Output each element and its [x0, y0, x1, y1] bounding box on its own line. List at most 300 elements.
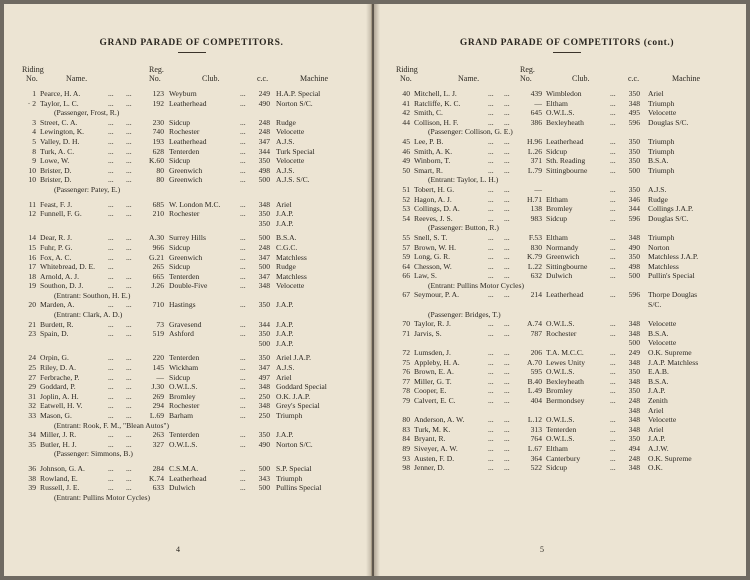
riding-number: 93 [402, 453, 410, 463]
reg-number: 210 [152, 209, 164, 219]
riding-number: 5 [32, 136, 36, 146]
leader-dots: ... [108, 98, 114, 108]
reg-number: J.30 [151, 382, 164, 392]
engine-cc: 348 [628, 319, 640, 329]
competitor-name: Burdett, R. [40, 319, 74, 329]
riding-number: · 2 [27, 98, 36, 108]
machine-name: Matchless J.A.P. [648, 252, 699, 262]
header-machine: Machine [672, 74, 700, 83]
reg-number: L.79 [527, 165, 542, 175]
riding-number: 39 [28, 483, 36, 493]
leader-dots: ... [240, 252, 246, 262]
reg-number: G.21 [149, 252, 164, 262]
riding-number: 29 [28, 382, 36, 392]
riding-number: 84 [402, 434, 410, 444]
engine-cc: 350 [628, 146, 640, 156]
leader-dots: ... [108, 372, 114, 382]
riding-number: 46 [402, 146, 410, 156]
leader-dots: ... [488, 261, 494, 271]
reg-number: — [156, 372, 164, 382]
competitor-name: Smart, R. [414, 165, 443, 175]
reg-number: L.26 [527, 146, 542, 156]
engine-cc: 248 [628, 453, 640, 463]
column-headers [396, 65, 738, 89]
leader-dots: ... [108, 411, 114, 420]
competitor-name: Smith, C. [414, 108, 443, 118]
riding-number: 67 [402, 290, 410, 300]
leader-dots: ... [610, 376, 616, 386]
leader-dots: ... [126, 233, 132, 243]
competitor-name: Lowe, W. [40, 156, 70, 166]
reg-number: 284 [152, 463, 164, 473]
reg-number: 313 [530, 424, 542, 434]
competitor-name: Taylor, R. J. [414, 319, 451, 329]
leader-dots: ... [240, 411, 246, 420]
club-name: Sittingbourne [546, 261, 588, 271]
machine-name: Norton [648, 242, 670, 252]
leader-dots: ... [504, 146, 510, 156]
club-name: O.W.L.S. [546, 319, 575, 329]
leader-dots: ... [108, 382, 114, 392]
engine-cc: 500 [258, 175, 270, 185]
competitor-row [22, 392, 361, 402]
machine-name: Turk Special [276, 146, 315, 156]
riding-number: 77 [402, 376, 410, 386]
reg-number: — [534, 98, 542, 108]
competitor-name: Lee, P. B. [414, 136, 444, 146]
machine-name: Triumph [276, 411, 303, 420]
header-riding-no: No. [26, 74, 38, 83]
leader-dots: ... [488, 396, 494, 405]
reg-number: — [534, 184, 542, 194]
leader-dots: ... [126, 242, 132, 252]
reg-number: L.69 [149, 411, 164, 420]
header-club: Club. [572, 74, 590, 83]
leader-dots: ... [488, 117, 494, 127]
page-title: GRAND PARADE OF COMPETITORS. [99, 38, 284, 48]
club-name: Sittingbourne [546, 165, 588, 175]
leader-dots: ... [504, 376, 510, 386]
leader-dots: ... [488, 434, 494, 444]
leader-dots: ... [108, 473, 114, 483]
riding-number: 79 [402, 396, 410, 405]
competitor-name: Law, S. [414, 271, 437, 281]
club-name: Leatherhead [169, 136, 207, 146]
reg-number: 522 [530, 463, 542, 473]
reg-number: 787 [530, 328, 542, 338]
leader-dots: ... [108, 430, 114, 440]
club-name: Eltham [546, 232, 568, 242]
engine-cc: 350 [258, 430, 270, 440]
competitor-name: Miller, G. T. [414, 376, 452, 386]
competitor-name: Whitebread, D. E. [40, 262, 96, 272]
leader-dots: ... [108, 199, 114, 209]
competitor-name: Jarvis, S. [414, 328, 442, 338]
competitor-name: Turk, A. C. [40, 146, 75, 156]
competitor-name: Chesson, W. [414, 261, 452, 271]
machine-name: Ariel J.A.P. [276, 353, 312, 363]
engine-cc: 248 [258, 117, 270, 127]
entry-note: (Entrant: Southon, H. E.) [54, 290, 131, 300]
reg-number: 983 [530, 213, 542, 223]
riding-number: 80 [402, 415, 410, 425]
leader-dots: ... [240, 401, 246, 411]
leader-dots: ... [240, 300, 246, 310]
competitor-name: Orpin, G. [40, 353, 69, 363]
competitor-name: Funnell, F. G. [40, 209, 82, 219]
entry-note: (Entrant: Taylor, L. H.) [428, 175, 499, 185]
engine-cc: 490 [258, 439, 270, 449]
engine-cc: 348 [258, 401, 270, 411]
engine-cc: 347 [258, 271, 270, 281]
leader-dots: ... [488, 165, 494, 175]
club-name: Sidcup [169, 156, 191, 166]
engine-cc: 350 [628, 156, 640, 166]
leader-dots: ... [610, 261, 616, 271]
engine-cc: 596 [628, 290, 640, 300]
competitor-row [22, 373, 361, 383]
leader-dots: ... [240, 117, 246, 127]
competitor-row [396, 233, 738, 243]
machine-name: A.J.S. [648, 184, 667, 194]
leader-dots: ... [126, 439, 132, 449]
engine-cc: 344 [258, 146, 270, 156]
machine-name: H.A.P. Special [276, 89, 321, 98]
competitor-name: Taylor, L. C. [40, 98, 79, 108]
reg-number: K.60 [149, 156, 164, 166]
reg-number: 145 [152, 363, 164, 373]
engine-cc: 494 [628, 443, 640, 453]
club-name: Bromley [546, 386, 573, 396]
leader-dots: ... [504, 261, 510, 271]
leader-dots: ... [126, 391, 132, 401]
machine-name: Ariel [648, 405, 664, 415]
club-name: Sidcup [169, 372, 191, 382]
club-name: Leatherhead [546, 290, 584, 300]
competitor-name: Cooper, E. [414, 386, 447, 396]
competitor-row [396, 118, 738, 128]
leader-dots: ... [126, 363, 132, 373]
leader-dots: ... [108, 156, 114, 166]
riding-number: 54 [402, 213, 410, 223]
reg-number: H.96 [527, 136, 542, 146]
riding-number: 23 [28, 329, 36, 339]
machine-name: Ariel [276, 199, 292, 209]
machine-name: Velocette [648, 415, 677, 425]
competitor-row [22, 137, 361, 147]
leader-dots: ... [108, 233, 114, 243]
reg-number: L.22 [527, 261, 542, 271]
competitor-name: Southon, D. J. [40, 281, 84, 291]
competitor-name: Jenner, D. [414, 463, 445, 473]
engine-cc: 348 [628, 98, 640, 108]
leader-dots: ... [108, 319, 114, 329]
engine-cc: 350 [628, 184, 640, 194]
competitor-name: Tobert, H. G. [414, 184, 455, 194]
leader-dots: ... [126, 430, 132, 440]
competitor-row [22, 156, 361, 166]
competitor-row [396, 195, 738, 205]
reg-number: 371 [530, 156, 542, 166]
leader-dots: ... [488, 108, 494, 118]
competitor-row [396, 367, 738, 377]
riding-number: 51 [402, 184, 410, 194]
competitor-name: Ratcliffe, K. C. [414, 98, 461, 108]
competitor-name: Feast, F. J. [40, 199, 73, 209]
engine-cc: 500 [628, 271, 640, 281]
riding-number: 15 [28, 242, 36, 252]
competitor-name: Appleby, H. A. [414, 357, 460, 367]
riding-number: 49 [402, 156, 410, 166]
leader-dots: ... [108, 165, 114, 175]
reg-number: L.49 [527, 386, 542, 396]
machine-name: S.P. Special [276, 463, 312, 473]
club-name: T.A. M.C.C. [546, 348, 584, 358]
riding-number: 75 [402, 357, 410, 367]
competitor-row [396, 338, 738, 348]
header-reg-no: No. [520, 74, 532, 83]
reg-number: H.71 [527, 194, 542, 204]
engine-cc: 498 [258, 165, 270, 175]
leader-dots: ... [126, 372, 132, 382]
engine-cc: 350 [628, 136, 640, 146]
reg-number: 764 [530, 434, 542, 444]
club-name: Bromley [169, 391, 196, 401]
engine-cc: 348 [628, 415, 640, 425]
leader-dots: ... [504, 232, 510, 242]
header-name: Name. [66, 74, 88, 83]
reg-number: L.12 [527, 415, 542, 425]
machine-name: O.K. Supreme [648, 348, 692, 358]
machine-name: J.A.P. [276, 338, 294, 348]
machine-name: B.S.A. [648, 328, 669, 338]
competitor-row [396, 243, 738, 253]
leader-dots: ... [504, 396, 510, 405]
entry-note: (Entrant: Clark, A. D.) [54, 310, 123, 320]
leader-dots: ... [126, 127, 132, 137]
reg-number: 439 [530, 89, 542, 98]
leader-dots: ... [488, 290, 494, 300]
header-machine: Machine [300, 74, 328, 83]
competitor-name: Joplin, A. H. [40, 391, 79, 401]
leader-dots: ... [488, 89, 494, 98]
leader-dots: ... [488, 367, 494, 377]
leader-dots: ... [126, 463, 132, 473]
riding-number: 4 [32, 127, 36, 137]
leader-dots: ... [504, 242, 510, 252]
machine-name: O.K. J.A.P. [276, 391, 311, 401]
machine-name: Triumph [276, 473, 303, 483]
reg-number: 192 [152, 98, 164, 108]
competitor-row [22, 147, 361, 157]
leader-dots: ... [610, 232, 616, 242]
competitor-row [396, 166, 738, 176]
leader-dots: ... [504, 194, 510, 204]
leader-dots: ... [108, 271, 114, 281]
leader-dots: ... [488, 242, 494, 252]
competitor-name: Long, G. R. [414, 252, 451, 262]
reg-number: 73 [156, 319, 164, 329]
machine-name: Zenith [648, 396, 668, 405]
engine-cc: 248 [628, 396, 640, 405]
machine-name: J.A.P. [276, 300, 294, 310]
riding-number: 18 [28, 271, 36, 281]
riding-number: 83 [402, 424, 410, 434]
club-name: Tenterden [546, 424, 577, 434]
machine-name: Velocette [276, 156, 305, 166]
competitor-row [22, 99, 361, 109]
machine-name: A.J.W. [648, 443, 669, 453]
leader-dots: ... [504, 213, 510, 223]
riding-number: 27 [28, 372, 36, 382]
competitor-name: Seymour, P. A. [414, 290, 460, 300]
club-name: Eltham [546, 98, 568, 108]
competitor-name: Miller, J. R. [40, 430, 77, 440]
competitor-name: Calvert, E. C. [414, 396, 456, 405]
engine-cc: 348 [628, 357, 640, 367]
leader-dots: ... [610, 453, 616, 463]
competitor-name: Winborn, T. [414, 156, 451, 166]
club-name: O.W.L.S. [546, 108, 575, 118]
machine-name: Goddard Special [276, 382, 327, 392]
machine-name: J.A.P. [276, 209, 294, 219]
club-name: Lewes Unity [546, 357, 586, 367]
competitor-name: Anderson, A. W. [414, 415, 465, 425]
machine-name: Triumph [648, 98, 675, 108]
competitor-name: Lumsden, J. [414, 348, 451, 358]
page-number: 4 [176, 545, 180, 554]
competitor-row [396, 185, 738, 195]
machine-name: Pullin's Special [648, 271, 695, 281]
machine-name: J.A.P. [276, 319, 294, 329]
riding-number: 78 [402, 386, 410, 396]
competitor-row [396, 108, 738, 118]
competitor-row [22, 253, 361, 263]
engine-cc: 500 [258, 483, 270, 493]
leader-dots: ... [504, 348, 510, 358]
engine-cc: 500 [628, 165, 640, 175]
machine-name: Rudge [276, 117, 296, 127]
engine-cc: 350 [258, 329, 270, 339]
engine-cc: 347 [258, 252, 270, 262]
machine-name: Triumph [648, 136, 675, 146]
riding-number: 12 [28, 209, 36, 219]
competitor-row [22, 300, 361, 310]
riding-number: 16 [28, 252, 36, 262]
club-name: Surrey Hills [169, 233, 206, 243]
riding-number: 64 [402, 261, 410, 271]
riding-number: 9 [32, 156, 36, 166]
leader-dots: ... [610, 146, 616, 156]
leader-dots: ... [504, 424, 510, 434]
leader-dots: ... [240, 473, 246, 483]
competitor-row [396, 434, 738, 444]
machine-name: Matchless [648, 261, 679, 271]
leader-dots: ... [610, 271, 616, 281]
engine-cc: 490 [258, 98, 270, 108]
machine-name: C.G.C. [276, 242, 298, 252]
engine-cc: 348 [628, 376, 640, 386]
competitor-row [22, 339, 361, 349]
header-cc: c.c. [628, 74, 640, 83]
reg-number: 645 [530, 108, 542, 118]
reg-number: 966 [152, 242, 164, 252]
leader-dots: ... [240, 281, 246, 291]
engine-cc: 249 [258, 89, 270, 98]
engine-cc: 347 [258, 136, 270, 146]
club-name: Sidcup [546, 463, 568, 473]
leader-dots: ... [240, 439, 246, 449]
competitor-row [22, 411, 361, 421]
reg-number: 327 [152, 439, 164, 449]
riding-number: 24 [28, 353, 36, 363]
machine-name: B.S.A. [648, 156, 669, 166]
engine-cc: 346 [628, 194, 640, 204]
leader-dots: ... [488, 146, 494, 156]
leader-dots: ... [488, 415, 494, 425]
riding-number: 3 [32, 117, 36, 127]
competitor-row [22, 440, 361, 450]
club-name: O.W.L.S. [169, 382, 198, 392]
riding-number: 31 [28, 391, 36, 401]
competitor-row [396, 204, 738, 214]
reg-number: 265 [152, 262, 164, 272]
competitor-row [396, 319, 738, 329]
leader-dots: ... [126, 136, 132, 146]
engine-cc: 350 [628, 434, 640, 444]
machine-name: O.K. Supreme [648, 453, 692, 463]
entry-note: (Passenger, Frost, R.) [54, 108, 120, 118]
riding-number: 55 [402, 232, 410, 242]
page-number: 5 [540, 545, 544, 554]
club-name: Weyburn [169, 89, 197, 98]
reg-number: 193 [152, 136, 164, 146]
machine-name: Velocette [648, 338, 677, 348]
leader-dots: ... [488, 443, 494, 453]
leader-dots: ... [488, 136, 494, 146]
leader-dots: ... [488, 156, 494, 166]
club-name: C.S.M.A. [169, 463, 199, 473]
riding-number: 72 [402, 348, 410, 358]
competitor-row [22, 243, 361, 253]
riding-number: 50 [402, 165, 410, 175]
club-name: Sidcup [169, 242, 191, 252]
machine-name: A.J.S. [276, 136, 295, 146]
club-name: Wickham [169, 363, 199, 373]
club-name: O.W.L.S. [546, 434, 575, 444]
header-club: Club. [202, 74, 220, 83]
competitor-row [396, 425, 738, 435]
engine-cc: 596 [628, 213, 640, 223]
riding-number: 8 [32, 146, 36, 156]
leader-dots: ... [488, 184, 494, 194]
competitor-row [22, 483, 361, 493]
competitor-row [396, 444, 738, 454]
competitor-row [22, 89, 361, 99]
riding-number: 10 [28, 165, 36, 175]
competitor-name: Marden, A. [40, 300, 75, 310]
reg-number: J.26 [151, 281, 164, 291]
engine-cc: 350 [258, 353, 270, 363]
machine-name: Matchless [276, 252, 307, 262]
leader-dots: ... [504, 271, 510, 281]
machine-name: B.S.A. [276, 233, 297, 243]
competitor-name: Smith, A. K. [414, 146, 453, 156]
leader-dots: ... [108, 252, 114, 262]
leader-dots: ... [610, 348, 616, 358]
competitor-row [22, 127, 361, 137]
machine-name: Ariel [648, 424, 664, 434]
